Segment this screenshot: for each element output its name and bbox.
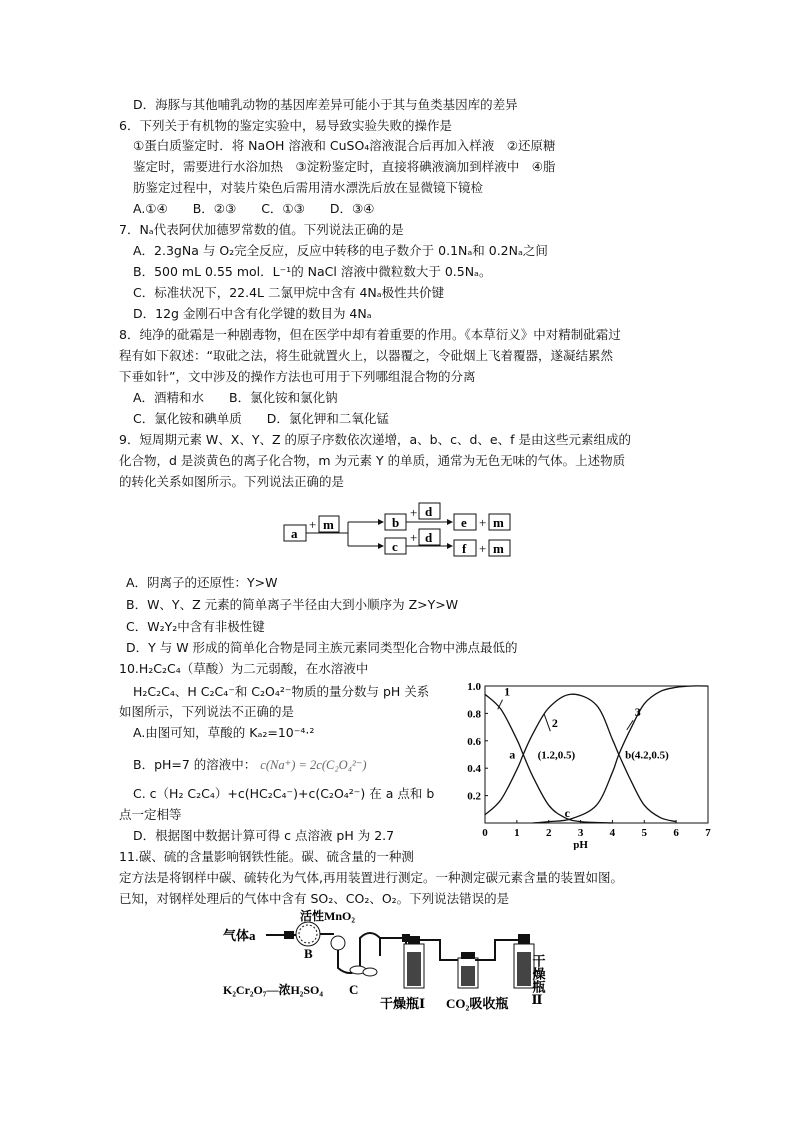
q9-option-b: B．W、Y、Z 元素的简单离子半径由大到小顺序为 Z>Y>W [126, 597, 459, 612]
q10-option-c-1: C. c（H₂ C₂C₄）+c(HC₂C₄⁻)+c(C₂O₄²⁻) 在 a 点和 b [133, 786, 435, 801]
x-tick-label: 7 [705, 827, 711, 839]
q7-option-c: C．标准状况下，22.4L 二氯甲烷中含有 4Nₐ极性共价键 [133, 285, 445, 300]
q10-option-a: A.由图可知，草酸的 Kₐ₂=10⁻⁴·² [133, 725, 315, 740]
label-d-top: d [425, 504, 433, 519]
point-label-b: b(4.2,0.5) [625, 749, 669, 762]
q7-option-d: D．12g 金刚石中含有化学键的数目为 4Nₐ [133, 306, 372, 321]
q10-option-b [133, 756, 367, 774]
label-b: b [392, 515, 400, 530]
q9-option-c: C．W₂Y₂中含有非极性键 [126, 619, 265, 634]
q10-option-b-formula: c(Na⁺) = 2c(C₂O₄²⁻) [260, 758, 367, 772]
label-reagent: K₂Cr₂O₇—浓H₂SO₄ [223, 983, 323, 997]
q8-stem-3: 下垂如针”，文中涉及的操作方法也可用于下列哪组混合物的分离 [119, 369, 476, 384]
series-label-3: 3 [634, 705, 641, 720]
q10-ph-chart [458, 678, 720, 850]
label-C: C [349, 982, 359, 997]
label-f: f [462, 541, 467, 556]
q10-option-c-2: 点一定相等 [119, 807, 182, 822]
q11-stem-2: 定方法是将钢样中碳、硫转化为气体,再用装置进行测定。一种测定碳元素含量的装置如图。 [119, 870, 623, 885]
q8-stem-2: 程有如下叙述：“取砒之法，将生砒就置火上，以器覆之，令砒烟上飞着覆器，遂凝结累然 [119, 348, 613, 363]
x-axis-label: pH [573, 839, 588, 850]
q6-body-1: ①蛋白质鉴定时．将 NaOH 溶液和 CuSO₄溶液混合后再加入样液 ②还原糖 [133, 138, 556, 153]
bulb-C-2 [363, 968, 377, 976]
label-a: a [291, 526, 298, 541]
q11-apparatus [220, 908, 565, 1014]
q11-stem-3: 已知，对钢样处理后的气体中含有 SO₂、CO₂、O₂。下列说法错误的是 [119, 891, 510, 906]
label-mno2: 活性MnO₂ [300, 909, 355, 923]
plot-frame [485, 686, 708, 823]
q6-options: A.①④ B．②③ C．①③ D．③④ [133, 201, 375, 216]
x-tick-label: 1 [514, 827, 520, 839]
q8-options-ab: A．酒精和水 B．氯化铵和氯化钠 [133, 390, 338, 405]
q10-stem-2: H₂C₂C₄、H C₂C₄⁻和 C₂O₄²⁻物质的量分数与 pH 关系 [133, 684, 430, 699]
q8-options-cd: C．氯化铵和碘单质 D．氯化钾和二氧化锰 [133, 411, 389, 426]
series-leader-2 [544, 713, 550, 731]
x-tick-label: 4 [609, 827, 616, 839]
plus-5: + [479, 541, 487, 556]
q9-option-a: A．阴离子的还原性：Y>W [126, 575, 278, 590]
x-tick-label: 3 [577, 827, 584, 839]
label-c: c [392, 539, 398, 554]
plus-2: + [410, 505, 418, 520]
q7-option-b: B．500 mL 0.55 mol．L⁻¹的 NaCl 溶液中微粒数大于 0.5Nₐ。 [133, 264, 492, 279]
y-tick-label: 0.4 [467, 763, 481, 776]
label-dry1: 干燥瓶Ⅰ [380, 996, 426, 1011]
label-e: e [461, 515, 467, 530]
plus-1: + [309, 517, 317, 532]
x-tick-label: 5 [641, 827, 648, 839]
bulb-1 [331, 936, 345, 950]
label-m-2: m [493, 515, 504, 530]
label-d-bottom: d [425, 530, 433, 545]
q7-option-a: A．2.3gNa 与 O₂完全反应，反应中转移的电子数介于 0.1Nₐ和 0.2Nₐ之间 [133, 243, 548, 258]
label-B: B [304, 946, 313, 961]
series-label-1: 1 [504, 684, 511, 699]
label-co2: CO₂吸收瓶 [446, 996, 509, 1011]
q6-body-2: 鉴定时，需要进行水浴加热 ③淀粉鉴定时，直接将碘液滴加到样液中 ④脂 [133, 159, 556, 174]
point-label-a: a [509, 747, 516, 762]
q10-stem-1: 10.H₂C₂C₄（草酸）为二元弱酸，在水溶液中 [119, 661, 369, 676]
point-coord-a: (1.2,0.5) [537, 749, 576, 762]
plus-3: + [410, 530, 418, 545]
q10-option-d: D．根据图中数据计算可得 c 点溶液 pH 为 2.7 [133, 828, 395, 843]
q9-stem-2: 化合物，d 是淡黄色的离子化合物，m 为元素 Y 的单质，通常为无色无味的气体。上述物质 [119, 453, 626, 468]
q9-flow-diagram [282, 500, 514, 566]
q9-stem-1: 9．短周期元素 W、X、Y、Z 的原子序数依次递增，a、b、c、d、e、f 是由这些元素组成的 [119, 432, 631, 447]
point-label-c: c [564, 805, 570, 820]
stopper-a [284, 931, 294, 939]
q10-stem-3: 如图所示，下列说法不正确的是 [119, 704, 295, 719]
tube-B [296, 922, 320, 946]
y-tick-label: 0.8 [467, 708, 481, 721]
label-m: m [323, 517, 334, 532]
q9-stem-3: 的转化关系如图所示。下列说法正确的是 [119, 474, 345, 489]
x-tick-label: 6 [673, 827, 679, 839]
q11-stem-1: 11.碳、硫的含量影响钢铁性能。碳、硫含量的一种测 [119, 849, 414, 864]
y-tick-label: 0.6 [467, 735, 481, 748]
label-dry2: 干燥瓶Ⅱ [530, 954, 546, 1008]
q10-option-b-label: B．pH=7 的溶液中： [133, 757, 257, 772]
plus-4: + [479, 515, 487, 530]
label-gas-a: 气体a [223, 928, 256, 943]
series-label-2: 2 [551, 716, 558, 731]
x-tick-label: 2 [545, 827, 552, 839]
q8-stem-1: 8．纯净的砒霜是一种剧毒物，但在医学中却有着重要的作用。《本草衍义》中对精制砒霜过 [119, 327, 621, 342]
y-tick-label: 0.2 [467, 790, 481, 803]
q9-option-d: D．Y 与 W 形成的简单化合物是同主族元素同类型化合物中沸点最低的 [126, 640, 518, 655]
q6-stem: 6．下列关于有机物的鉴定实验中，易导致实验失败的操作是 [119, 118, 452, 133]
q5-option-d: D．海豚与其他哺乳动物的基因库差异可能小于其与鱼类基因库的差异 [133, 97, 518, 112]
q7-stem: 7．Nₐ代表阿伏加德罗常数的值。下列说法正确的是 [119, 222, 404, 237]
x-tick-label: 0 [482, 827, 488, 839]
y-tick-label: 1.0 [467, 681, 481, 693]
label-m-3: m [493, 541, 504, 556]
q6-body-3: 肪鉴定过程中，对装片染色后需用清水漂洗后放在显微镜下镜检 [133, 180, 484, 195]
